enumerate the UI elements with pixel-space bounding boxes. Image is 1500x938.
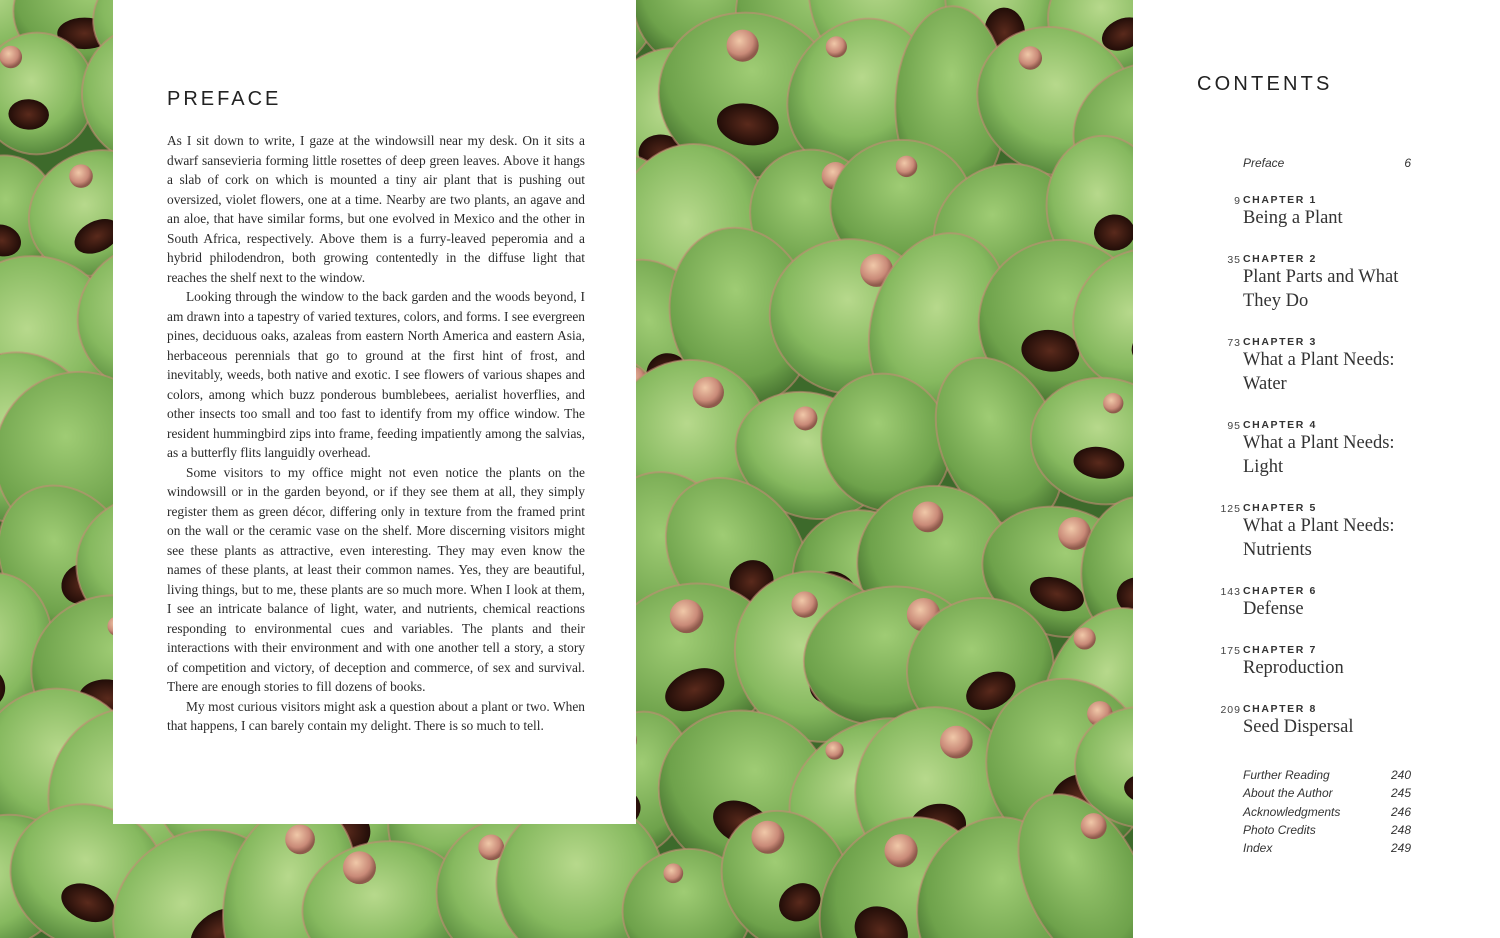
- preface-paragraph: Looking through the window to the back garden and the woods beyond, I am drawn into a tapestry of varied textures, colors, and forms. I see evergreen pines, deciduous oaks, azaleas from eastern North America and eastern Asia, herbaceous perennials that go to ground at the first hint of frost, and inevitably, weeds, both native and exotic. I see flowers of various shapes and colors, among which buzz ponderous bumblebees, aerialist hoverflies, and other insects too small and too fast to identify from my office window. The resident hummingbird zips into frame, feeding impatiently among the salvias, as a butterfly flits languidly overhead.: [167, 289, 585, 460]
- chapter-title: Being a Plant: [1243, 208, 1343, 228]
- toc-entry-label: Acknowledgments: [1243, 804, 1341, 819]
- chapter-title: What a Plant Needs: Water: [1243, 350, 1395, 394]
- chapter-label: CHAPTER 5: [1243, 502, 1317, 514]
- toc-entry-page: 6: [1404, 156, 1411, 170]
- preface-panel: [113, 0, 636, 824]
- toc-backmatter: [1243, 766, 1411, 857]
- chapter-label: CHAPTER 7: [1243, 644, 1317, 656]
- chapter-title: Plant Parts and What They Do: [1243, 267, 1399, 311]
- chapter-label: CHAPTER 8: [1243, 703, 1317, 715]
- chapter-label: CHAPTER 3: [1243, 336, 1317, 348]
- chapter-page-number: 209: [1220, 704, 1241, 716]
- toc-entry-page: 240: [1390, 768, 1411, 782]
- chapter-page-number: 73: [1227, 337, 1241, 349]
- toc-entry-page: 249: [1390, 841, 1411, 856]
- chapter-page-number: 143: [1220, 586, 1241, 598]
- chapter-title: Reproduction: [1243, 658, 1344, 678]
- pitcher-hood: [69, 164, 93, 188]
- toc-entry-label: Preface: [1243, 156, 1285, 170]
- toc-entry-index[interactable]: [1243, 839, 1411, 857]
- pitcher-hood: [896, 156, 917, 177]
- pitcher-hood: [793, 406, 817, 430]
- contents-page: [1133, 0, 1500, 938]
- preface-heading: PREFACE: [167, 88, 282, 110]
- chapter-page-number: 95: [1227, 420, 1241, 432]
- preface-paragraph: Some visitors to my office might not even notice the plants on the windowsill or in the garden beyond, or if they see them at all, they simply register them as green décor, differing only in texture from the framed print on the wall or the ceramic vase on the shelf. More discerning visitors might see these plants as attractive, even interesting. They may even know the names of these plants, at least their common names. Yes, they are beautiful, living things, but to me, these plants are so much more. When I look at them, I see an intricate balance of light, water, and nutrients, chemical reactions responding to environmental cues and variables. The plants and their interactions with their environment and with one another tell a story, a story of competition and victory, of deception and commerce, of sex and survival. There are enough stories to fill dozens of books.: [167, 464, 585, 694]
- pitcher-hood: [826, 36, 847, 57]
- chapter-label: CHAPTER 2: [1243, 253, 1317, 265]
- chapter-page-number: 9: [1234, 195, 1241, 207]
- toc-entry-page: 246: [1390, 804, 1411, 819]
- toc-entry-label: Index: [1243, 841, 1273, 856]
- chapter-label: CHAPTER 6: [1243, 585, 1317, 597]
- pitcher-hood: [663, 863, 683, 883]
- pitcher-hood: [285, 825, 315, 855]
- pitcher-hood: [791, 591, 817, 617]
- preface-body: [167, 131, 585, 736]
- toc-entry-page: 248: [1390, 822, 1411, 837]
- chapter-title: What a Plant Needs: Light: [1243, 433, 1395, 477]
- pitcher-hood: [751, 821, 784, 854]
- pitcher-hood: [940, 726, 973, 759]
- toc-entry-page: 245: [1390, 786, 1411, 801]
- toc-entry-preface[interactable]: [1243, 156, 1411, 170]
- preface-paragraph: As I sit down to write, I gaze at the windowsill near my desk. On it sits a dwarf sansevieria forming little rosettes of deep green leaves. Above it hangs a slab of cork on which is mounted a tiny air plant that is pushing out oversized, violet flowers, one at a time. Nearby are two plants, an agave and an aloe, that have similar forms, but one evolved in Mexico and the other in South Africa, respectively. Above them is a furry-leaved peperomia and a hybrid philodendron, both growing contentedly in the diffuse light that reaches the shelf next to the window.: [167, 133, 585, 285]
- pitcher-hood: [727, 30, 759, 62]
- toc-entry-photo-credits[interactable]: [1243, 821, 1411, 839]
- chapter-page-number: 175: [1220, 645, 1241, 657]
- pitcher-hood: [825, 741, 843, 759]
- chapter-label: CHAPTER 1: [1243, 194, 1317, 206]
- chapter-title: What a Plant Needs: Nutrients: [1243, 516, 1395, 560]
- toc-entry-acknowledgments[interactable]: [1243, 803, 1411, 821]
- toc-entry-further-reading[interactable]: [1243, 766, 1411, 784]
- pitcher-hood: [1103, 393, 1123, 413]
- pitcher-hood: [693, 377, 724, 408]
- contents-heading: CONTENTS: [1197, 73, 1333, 95]
- toc-entry-label: Photo Credits: [1243, 822, 1316, 837]
- preface-paragraph: My most curious visitors might ask a question about a plant or two. When that happens, I can barely contain my delight. There is so much to tell.: [167, 698, 585, 733]
- toc-entry-label: About the Author: [1243, 786, 1333, 801]
- chapter-title: Defense: [1243, 599, 1304, 619]
- pitcher-hood: [0, 46, 22, 68]
- chapter-title: Seed Dispersal: [1243, 717, 1354, 737]
- pitcher-hood: [343, 851, 376, 884]
- chapter-label: CHAPTER 4: [1243, 419, 1317, 431]
- chapter-page-number: 125: [1220, 503, 1241, 515]
- pitcher-hood: [884, 834, 917, 867]
- pitcher-hood: [1019, 46, 1043, 70]
- chapter-page-number: 35: [1227, 254, 1241, 266]
- pitcher-hood: [1081, 813, 1107, 839]
- pitcher-hood: [1074, 627, 1096, 649]
- pitcher-hood: [670, 599, 704, 633]
- pitcher-hood: [912, 501, 943, 532]
- toc-entry-label: Further Reading: [1243, 768, 1330, 782]
- toc-entry-about-the-author[interactable]: [1243, 784, 1411, 802]
